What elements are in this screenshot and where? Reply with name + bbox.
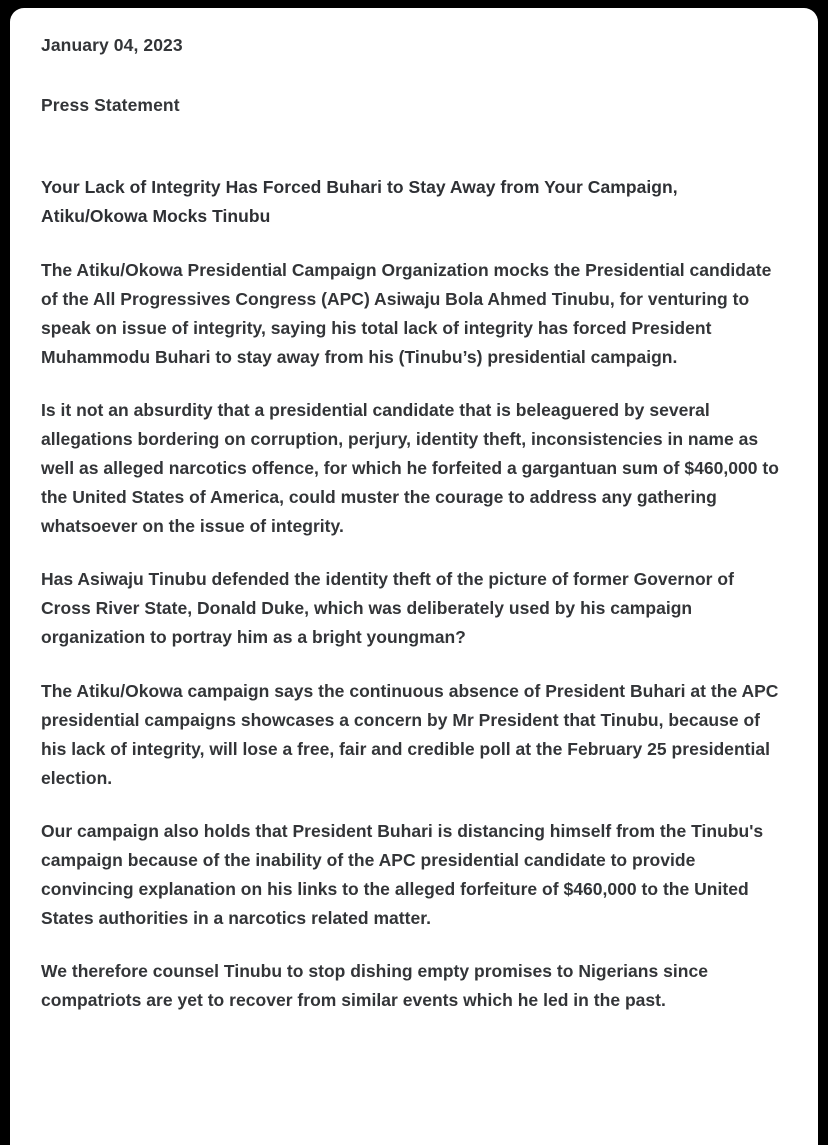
statement-paragraph: Is it not an absurdity that a presidential candidate that is beleaguered by several allegations bordering on corruption, perjury, identity theft, inconsistencies in name as well as alleged narcotics offence, for which he forfeited a gargantuan sum of $460,000 to the United States of America, could muster the courage to address any gathering whatsoever on the issue of integrity. [41,400,779,537]
statement-kicker: Press Statement [41,94,180,115]
statement-date: January 04, 2023 [41,35,183,55]
document-content [10,8,818,1015]
document-page [10,8,818,1145]
statement-paragraph: The Atiku/Okowa Presidential Campaign Organization mocks the Presidential candidate of the All Progressives Congress (APC) Asiwaju Bola Ahmed Tinubu, for venturing to speak on issue of integrity, saying his total lack of integrity has forced President Muhammodu Buhari to stay away from his (Tinubu’s) presidential campaign. [41,259,772,368]
statement-paragraph: The Atiku/Okowa campaign says the continuous absence of President Buhari at the APC presidential campaigns showcases a concern by Mr President that Tinubu, because of his lack of integrity, will lose a free, fair and credible poll at the February 25 presidential election. [41,680,779,788]
statement-headline: Your Lack of Integrity Has Forced Buhari to Stay Away from Your Campaign, Atiku/Okowa Mocks Tinubu [41,177,678,226]
statement-paragraph: We therefore counsel Tinubu to stop dishing empty promises to Nigerians since compatriots are yet to recover from similar events which he led in the past. [41,960,708,1010]
statement-paragraph: Has Asiwaju Tinubu defended the identity theft of the picture of former Governor of Cross River State, Donald Duke, which was deliberately used by his campaign organization to portray him as a bright youngman? [41,569,734,648]
statement-paragraph: Our campaign also holds that President Buhari is distancing himself from the Tinubu's campaign because of the inability of the APC presidential candidate to provide convincing explanation on his links to the alleged forfeiture of $460,000 to the United States authorities in a narcotics related matter. [41,820,764,928]
